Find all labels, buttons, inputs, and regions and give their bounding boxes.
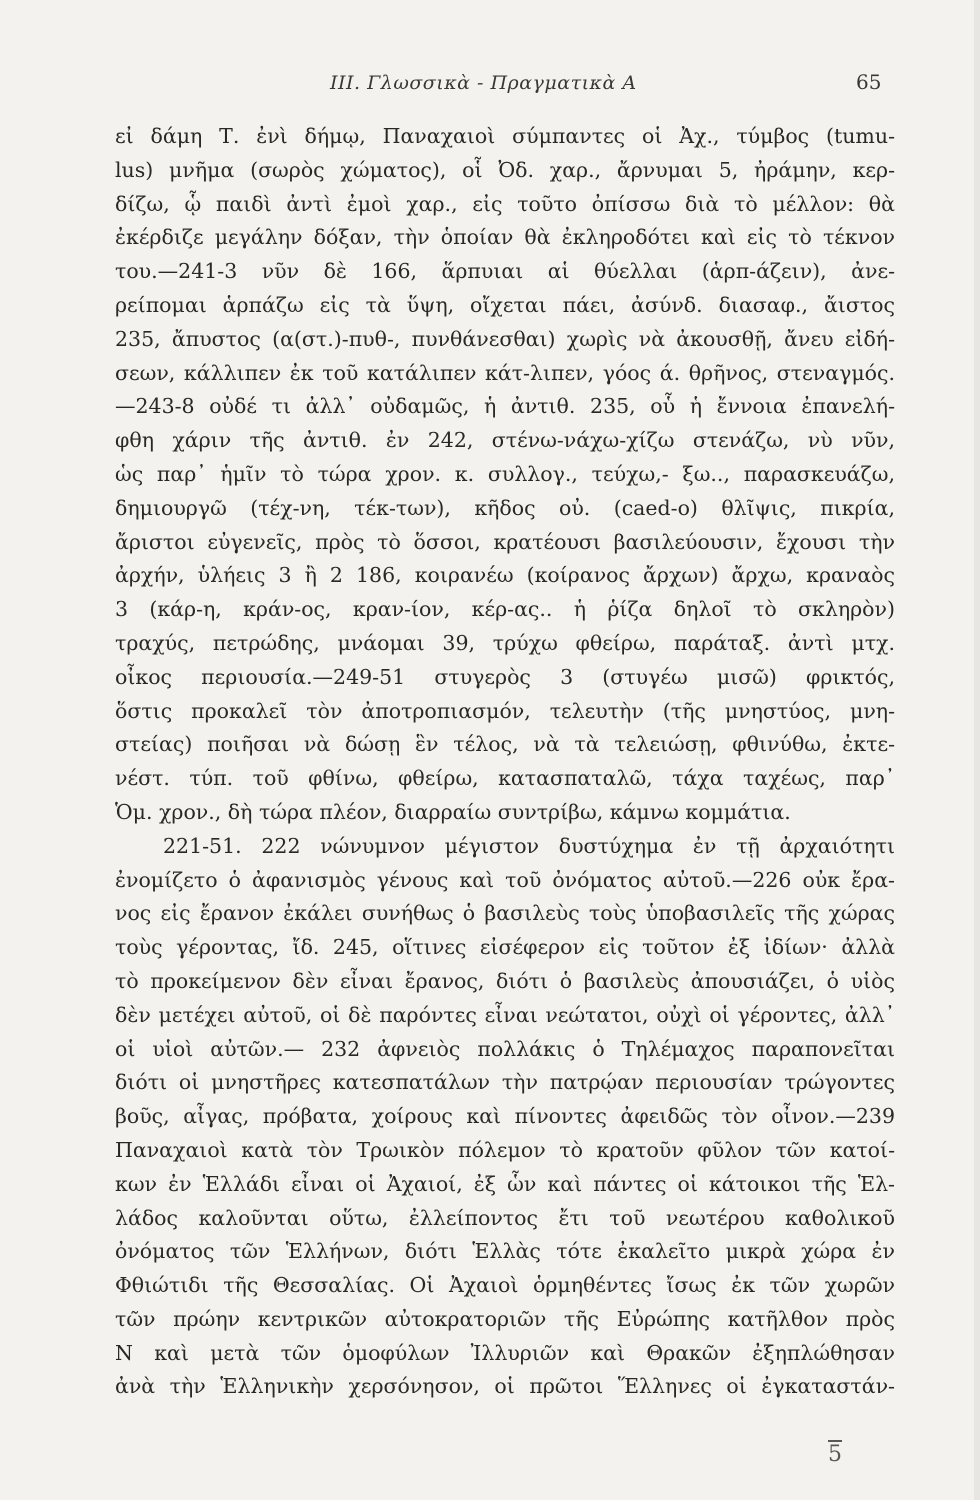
page-number: 65 [856,70,882,94]
text-line: φθη χάριν τῆς ἀντιθ. ἐν 242, στένω-νάχω-χίζω στενάζω, νὺ νῦν, [115,428,895,453]
text-line: Ν καὶ μετὰ τῶν ὁμοφύλων Ἰλλυριῶν καὶ Θρακῶν ἐξηπλώθησαν [115,1340,895,1365]
text-line: κων ἐν Ἑλλάδι εἶναι οἱ Ἀχαιοί, ἐξ ὧν καὶ πάντες οἱ κάτοικοι τῆς Ἑλ- [115,1171,895,1196]
text-line: λάδος καλοῦνται οὕτω, ἐλλείποντος ἔτι τοῦ νεωτέρου καθολικοῦ [115,1205,895,1230]
text-line: νέστ. τύπ. τοῦ φθίνω, φθείρω, κατασπαταλῶ, τάχα ταχέως, παρ᾽ [115,766,895,791]
text-line: δίζω, ᾧ παιδὶ ἀντὶ ἐμοὶ χαρ., εἰς τοῦτο ὀπίσσω διὰ τὸ μέλλον: θὰ [115,191,895,216]
text-line: νος εἰς ἔρανον ἐκάλει συνήθως ὁ βασιλεὺς τοὺς ὑποβασιλεῖς τῆς χώρας [115,901,895,926]
text-line: ἐνομίζετο ὁ ἀφανισμὸς γένους καὶ τοῦ ὀνόματος αὐτοῦ.—226 οὐκ ἔρα- [115,867,895,892]
text-line: βοῦς, αἶγας, πρόβατα, χοίρους καὶ πίνοντες ἀφειδῶς τὸν οἶνον.—239 [115,1104,895,1129]
text-line: σεων, κάλλιπεν ἐκ τοῦ κατάλιπεν κάτ-λιπεν, γόος ά. θρῆνος, στεναγμός. [115,360,895,385]
text-line: 221-51. 222 νώνυμνον μέγιστον δυστύχημα ἐν τῇ ἀρχαιότητι [163,833,895,858]
text-line: ἀρχήν, ὑλήεις 3 ἢ 2 186, κοιρανέω (κοίρανος ἄρχων) ἄρχω, κραναὸς [115,563,895,588]
text-line: ὅστις προκαλεῖ τὸν ἀποτροπιασμόν, τελευτὴν (τῆς μνηστύος, μνη- [115,698,895,723]
text-line: Παναχαιοὶ κατὰ τὸν Τρωικὸν πόλεμον τὸ κρατοῦν φῦλον τῶν κατοί- [115,1137,895,1162]
commentary-text [115,120,895,1404]
text-line: τὸ προκείμενον δὲν εἶναι ἔρανος, διότι ὁ βασιλεὺς ἀπουσιάζει, ὁ υἱὸς [115,968,895,993]
text-line: 235, ἄπυστος (α(στ.)-πυθ-, πυνθάνεσθαι) χωρὶς νὰ ἀκουσθῇ, ἄνευ εἰδή- [115,326,895,351]
text-line: τῶν πρώην κεντρικῶν αὐτοκρατοριῶν τῆς Εὐρώπης κατῆλθον πρὸς [115,1306,895,1331]
text-line: δὲν μετέχει αὐτοῦ, οἱ δὲ παρόντες εἶναι νεώτατοι, οὐχὶ οἱ γέροντες, ἀλλ᾽ [115,1002,895,1027]
text-line: —243-8 οὐδέ τι ἀλλ᾽ οὐδαμῶς, ἡ ἀντιθ. 235, οὗ ἡ ἔννοια ἐπανελή- [115,394,895,419]
running-head: ΙΙΙ. Γλωσσικὰ - Πραγματικὰ Α [330,72,637,94]
text-line: τοὺς γέροντας, ἴδ. 245, οἵτινες εἰσέφερον εἰς τοῦτον ἐξ ἰδίων· ἀλλὰ [115,935,895,960]
text-line: του.—241-3 νῦν δὲ 166, ἅρπυιαι αἱ θύελλαι (ἁρπ-άζειν), ἀνε- [115,259,895,284]
text-line: τραχύς, πετρώδης, μνάομαι 39, τρύχω φθείρω, παράταξ. ἀντὶ μτχ. [115,630,895,655]
text-line: Φθιώτιδι τῆς Θεσσαλίας. Οἱ Ἀχαιοὶ ὁρμηθέντες ἴσως ἐκ τῶν χωρῶν [115,1273,895,1298]
text-line: στείας) ποιῆσαι νὰ δώσῃ ἓν τέλος, νὰ τὰ τελειώσῃ, φθινύθω, ἐκτε- [115,732,895,757]
text-line: οἶκος περιουσία.—249-51 στυγερὸς 3 (στυγέω μισῶ) φρικτός, [115,664,895,689]
text-line: ὀνόματος τῶν Ἑλλήνων, διότι Ἑλλὰς τότε ἐκαλεῖτο μικρὰ χώρα ἐν [115,1239,895,1264]
text-line: ρείπομαι ἁρπάζω εἰς τὰ ὕψη, οἴχεται πάει, ἀσύνδ. διασαφ., ἄιστος [115,292,895,317]
text-line: ἄριστοι εὐγενεῖς, πρὸς τὸ ὅσσοι, κρατέουσι βασιλεύουσιν, ἔχουσι τὴν [115,529,895,554]
text-line: οἱ υἱοὶ αὐτῶν.— 232 ἀφνειὸς πολλάκις ὁ Τηλέμαχος παραπονεῖται [115,1036,895,1061]
page-edge [974,0,980,1500]
text-line: ἀνὰ τὴν Ἑλληνικὴν χερσόνησον, οἱ πρῶτοι Ἕλληνες οἱ ἐγκαταστάν- [115,1374,895,1399]
text-line: δημιουργῶ (τέχ-νη, τέκ-των), κῆδος οὐ. (caed-o) θλῖψις, πικρία, [115,495,895,520]
text-line: ἐκέρδιζε μεγάλην δόξαν, τὴν ὁποίαν θὰ ἐκληροδότει καὶ εἰς τὸ τέκνον [115,225,895,250]
text-line: ὡς παρ᾽ ἡμῖν τὸ τώρα χρον. κ. συλλογ., τεύχω,- ξω.., παρασκευάζω, [115,461,895,486]
text-line: διότι οἱ μνηστῆρες κατεσπατάλων τὴν πατρῴαν περιουσίαν τρώγοντες [115,1070,895,1095]
signature-mark: 5 [828,1442,842,1467]
text-line: lus) μνῆμα (σωρὸς χώματος), οἷ Ὀδ. χαρ., ἄρνυμαι 5, ἠράμην, κερ- [115,157,895,182]
text-line: εἰ δάμη Τ. ἐνὶ δήμῳ, Παναχαιοὶ σύμπαντες οἱ Ἀχ., τύμβος (tumu- [115,124,895,148]
text-line: 3 (κάρ-η, κράν-ος, κραν-ίον, κέρ-ας.. ἡ ῥίζα δηλοῖ τὸ σκληρὸν) [115,597,895,622]
text-line: Ὁμ. χρον., δὴ τώρα πλέον, διαρραίω συντρίβω, κάμνω κομμάτια. [115,799,791,824]
